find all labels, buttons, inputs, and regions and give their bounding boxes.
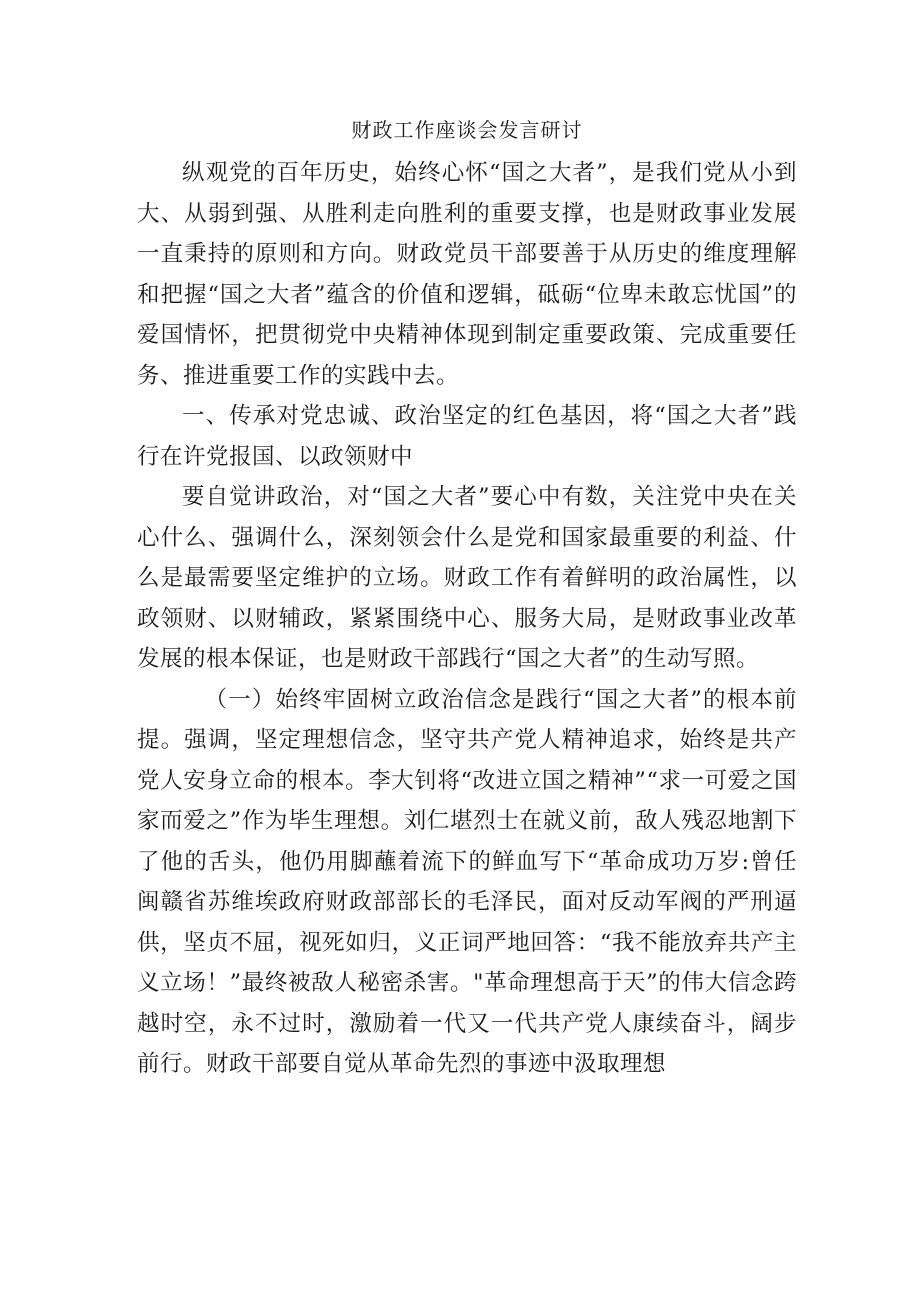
intro-paragraph: 纵观党的百年历史，始终心怀“国之大者”，是我们党从小到大、从弱到强、从胜利走向胜利的重要支撑，也是财政事业发展一直秉持的原则和方向。财政党员干部要善于从历史的维度理解和把握“国之大者”蕴含的价值和逻辑，砥砺“位卑未敢忘忧国”的爱国情怀，把贯彻党中央精神体现到制定重要政策、完成重要任务、推进重要工作的实践中去。 — [137, 160, 797, 389]
section-1-paragraph: 要自觉讲政治，对“国之大者”要心中有数，关注党中央在关心什么、强调什么，深刻领会什么是党和国家最重要的利益、什么是最需要坚定维护的立场。财政工作有着鲜明的政治属性，以政领财、以财辅政，紧紧围绕中心、服务大局，是财政事业改革发展的根本保证，也是财政干部践行“国之大者”的生动写照。 — [137, 484, 797, 672]
subsection-1-paragraph: （一）始终牢固树立政治信念是践行“国之大者”的根本前提。强调，坚定理想信念，坚守共产党人精神追求，始终是共产党人安身立命的根本。李大钊将“改进立国之精神”“求一可爱之国家而爱之”作为毕生理想。刘仁堪烈士在就义前，敌人残忍地割下了他的舌头，他仍用脚蘸着流下的鲜血写下“革命成功万岁:曾任闽赣省苏维埃政府财政部部长的毛泽民，面对反动军阀的严刑逼供，坚贞不屈，视死如归，义正词严地回答：“我不能放弃共产主义立场！”最终被敌人秘密杀害。"革命理想高于天”的伟大信念跨越时空，永不过时，激励着一代又一代共产党人康续奋斗，阔步前行。财政干部要自觉从革命先烈的事迹中汲取理想 — [137, 686, 797, 1077]
section-heading-1: 一、传承对党忠诚、政治坚定的红色基因，将“国之大者”践行在许党报国、以政领财中 — [137, 403, 797, 470]
document-title: 财政工作座谈会发言研讨 — [351, 118, 583, 142]
document-body — [137, 113, 797, 1085]
